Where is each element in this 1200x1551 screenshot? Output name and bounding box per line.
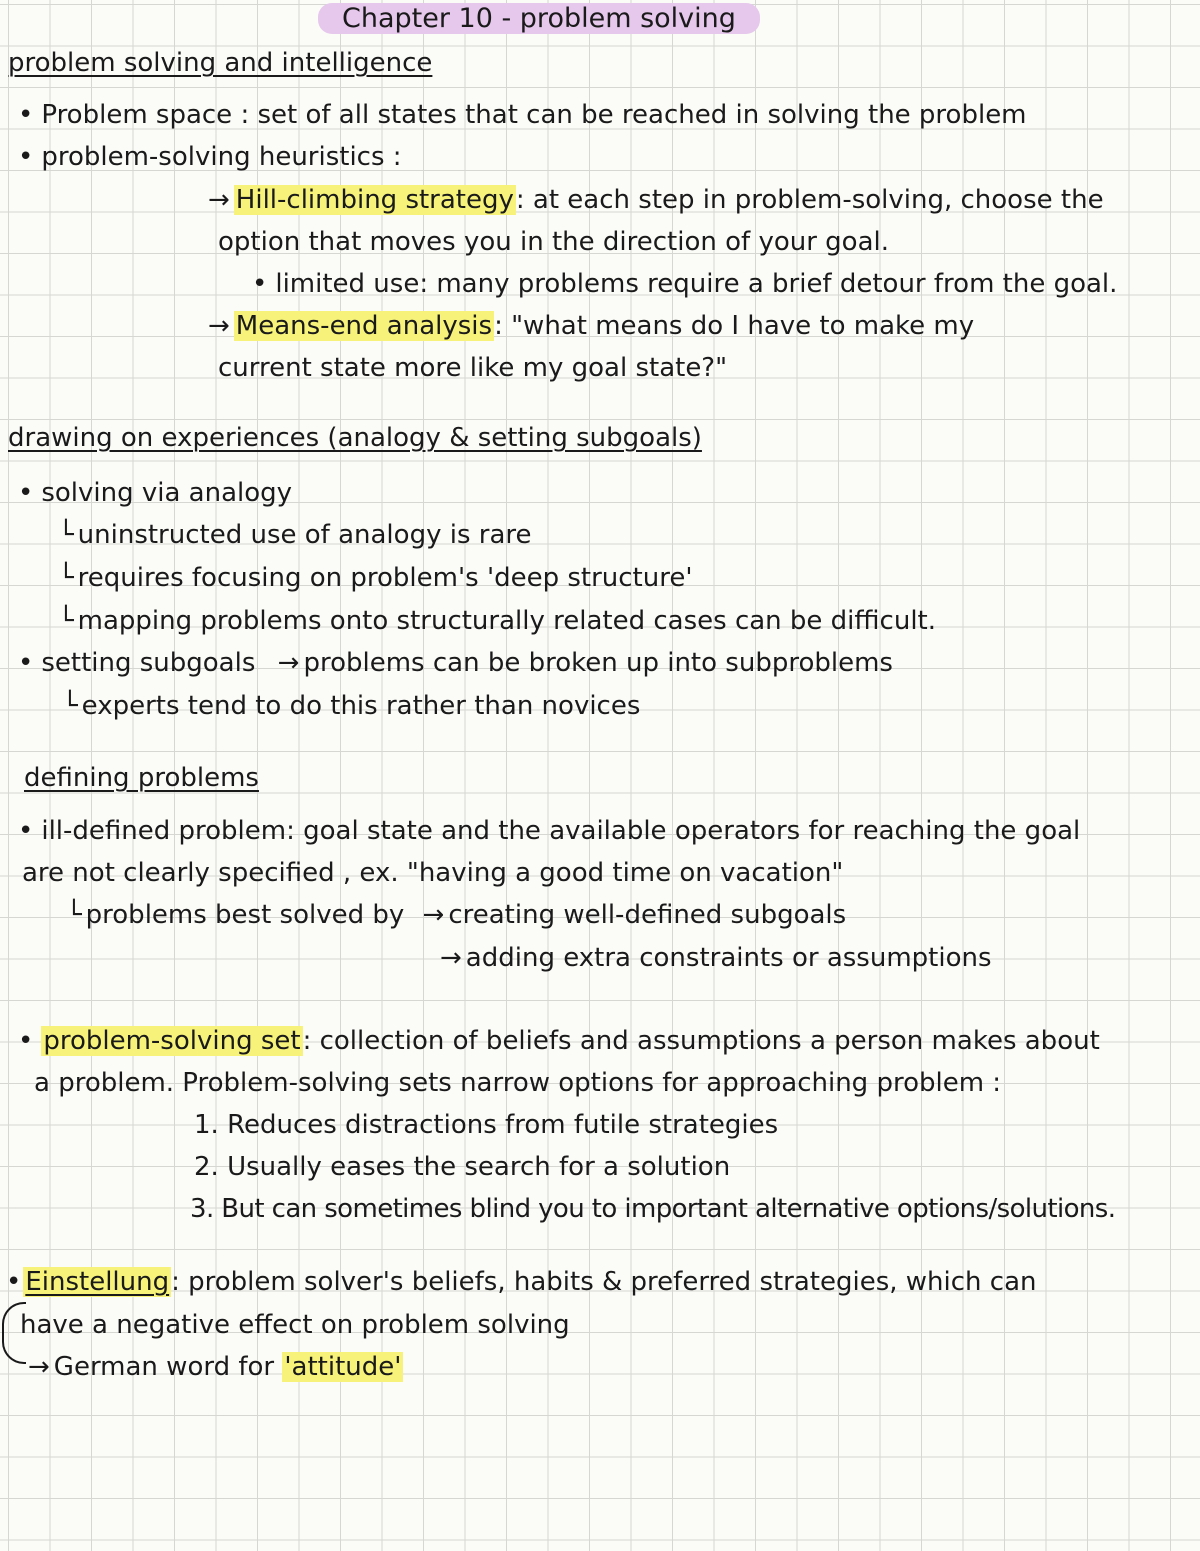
hill-climbing-label: Hill-climbing strategy — [235, 185, 514, 215]
hook-arrow-icon: └ — [58, 520, 74, 550]
ill-defined-text: ill-defined problem: goal state and the available operators for reaching the goal — [41, 816, 1081, 846]
bullet-einstellung — [6, 1265, 1037, 1299]
limited-use-text: limited use: many problems require a brief detour from the goal. — [275, 269, 1118, 299]
solved-option-a: creating well-defined subgoals — [448, 900, 847, 930]
bullet-icon: • — [18, 1026, 34, 1056]
bullet-subgoals — [18, 646, 893, 680]
experts-text: experts tend to do this rather than novices — [81, 691, 641, 721]
limited-use-line — [252, 267, 1117, 301]
subgoals-label: setting subgoals — [41, 648, 256, 678]
hook-arrow-icon: └ — [58, 606, 74, 636]
einstellung-label: Einstellung — [25, 1267, 170, 1297]
arrow-right-icon: → — [422, 900, 445, 930]
hook-arrow-icon: └ — [62, 691, 78, 721]
analogy-text: solving via analogy — [41, 478, 293, 508]
ill-defined-line-2: are not clearly specified , ex. "having a good time on vacation" — [22, 858, 844, 888]
bullet-problem-space — [18, 98, 1027, 132]
einstellung-line-2: have a negative effect on problem solving — [20, 1310, 570, 1340]
bullet-icon: • — [6, 1267, 22, 1297]
list-item: 3. But can sometimes blind you to important alternative options/solutions. — [190, 1194, 1116, 1224]
hill-climbing-text: : at each step in problem-solving, choose the — [515, 185, 1104, 215]
bullet-icon: • — [18, 142, 34, 172]
analogy-sub-3 — [58, 604, 936, 638]
means-end-text: : "what means do I have to make my — [494, 311, 975, 341]
hook-arrow-icon: └ — [66, 900, 82, 930]
bullet-icon: • — [252, 269, 268, 299]
problem-solving-set-label: problem-solving set — [43, 1026, 301, 1056]
means-end-label: Means-end analysis — [235, 311, 493, 341]
list-item: 1. Reduces distractions from futile strategies — [194, 1110, 779, 1140]
means-end-line-2: current state more like my goal state?" — [218, 353, 728, 383]
bullet-analogy — [18, 476, 292, 510]
solved-text: problems best solved by — [85, 900, 405, 930]
solved-line — [66, 898, 846, 932]
section-heading-defining-problems: defining problems — [24, 763, 259, 793]
subgoals-text: problems can be broken up into subproblems — [303, 648, 893, 678]
arrow-right-icon: → — [277, 648, 300, 678]
bullet-ill-defined — [18, 814, 1080, 848]
arrow-right-icon: → — [208, 311, 230, 341]
experts-line — [62, 689, 640, 723]
problem-solving-set-text: : collection of beliefs and assumptions a person makes about — [302, 1026, 1100, 1056]
section-heading-problem-solving: problem solving and intelligence — [8, 48, 433, 78]
german-word-line — [28, 1350, 403, 1384]
arrow-right-icon: → — [28, 1352, 50, 1382]
means-end-line — [208, 309, 974, 343]
curved-arrow-icon — [2, 1302, 26, 1364]
analogy-sub-1 — [58, 518, 532, 552]
bullet-icon: • — [18, 100, 34, 130]
heuristics-text: problem-solving heuristics : — [41, 142, 402, 172]
attitude-word: 'attitude' — [284, 1352, 402, 1382]
einstellung-text: : problem solver's beliefs, habits & preferred strategies, which can — [171, 1267, 1037, 1297]
hill-climbing-line-2: option that moves you in the direction of your goal. — [218, 227, 889, 257]
bullet-icon: • — [18, 478, 34, 508]
bullet-icon: • — [18, 648, 34, 678]
page-title-text: Chapter 10 - problem solving — [318, 3, 760, 34]
analogy-sub-1-text: uninstructed use of analogy is rare — [77, 520, 532, 550]
analogy-sub-2 — [58, 561, 693, 595]
solved-line-2 — [440, 941, 992, 975]
bullet-icon: • — [18, 816, 34, 846]
analogy-sub-3-text: mapping problems onto structurally related cases can be difficult. — [77, 606, 936, 636]
bullet-problem-solving-set — [18, 1024, 1100, 1058]
bullet-heuristics — [18, 140, 402, 174]
hill-climbing-line — [208, 183, 1104, 217]
arrow-right-icon: → — [440, 943, 462, 973]
arrow-right-icon: → — [208, 185, 230, 215]
hook-arrow-icon: └ — [58, 563, 74, 593]
problem-solving-set-line-2: a problem. Problem-solving sets narrow options for approaching problem : — [34, 1068, 1002, 1098]
page-title — [318, 2, 760, 36]
german-word-text: German word for — [53, 1352, 275, 1382]
list-item: 2. Usually eases the search for a solution — [194, 1152, 731, 1182]
problem-space-text: Problem space : set of all states that can be reached in solving the problem — [41, 100, 1027, 130]
solved-option-b: adding extra constraints or assumptions — [465, 943, 992, 973]
section-heading-experiences: drawing on experiences (analogy & setting subgoals) — [8, 423, 702, 453]
analogy-sub-2-text: requires focusing on problem's 'deep structure' — [77, 563, 693, 593]
